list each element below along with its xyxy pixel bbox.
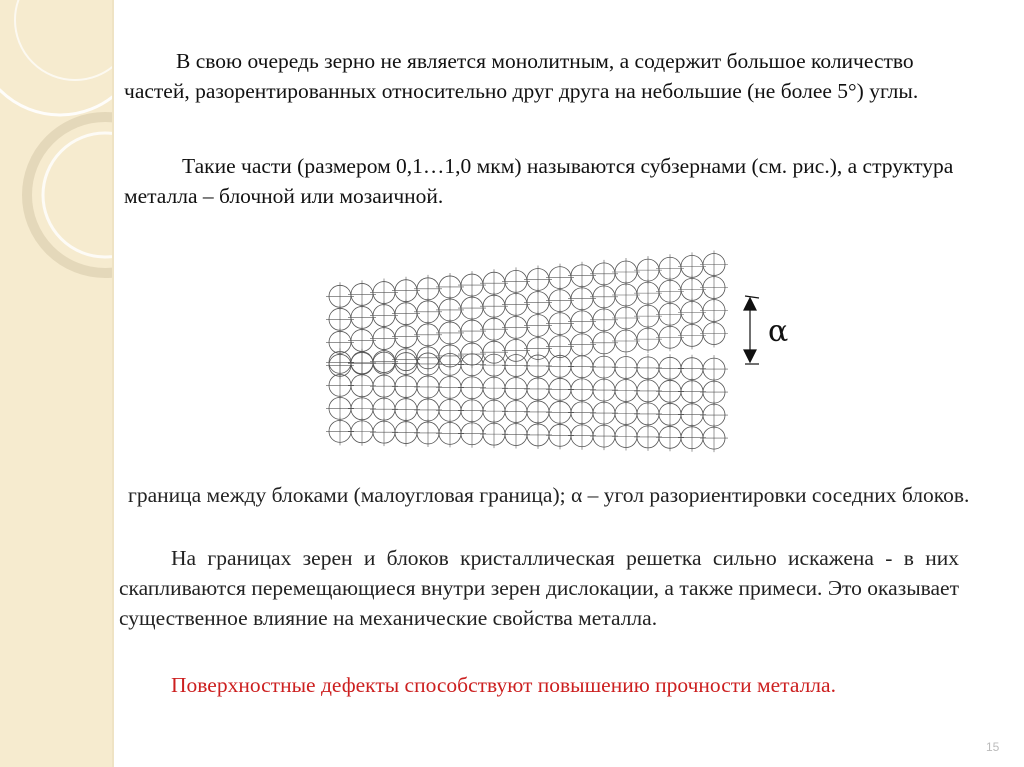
band-divider	[112, 0, 114, 767]
lattice-atom	[524, 421, 552, 449]
angle-arrow	[744, 296, 759, 364]
lattice-atom	[678, 321, 706, 349]
decorative-rings-icon	[0, 0, 112, 767]
lattice-atom	[370, 418, 398, 446]
lattice-atom	[590, 422, 618, 450]
lattice-atom	[678, 424, 706, 452]
lattice-atom	[700, 424, 728, 452]
lattice-atom	[326, 417, 354, 445]
paragraph-boundaries: На границах зерен и блоков кристаллическая решетка сильно искажена - в них скапливаются перемещающиеся внутри зерен дислокации, а также примеси. Это оказывает существенное влияние на механические свойства металла.	[119, 546, 959, 630]
slide-number: 15	[986, 740, 1000, 754]
lattice-atom	[502, 421, 530, 449]
lattice-atom	[700, 320, 728, 348]
lattice-atom	[414, 419, 442, 447]
figure-caption: граница между блоками (малоугловая граница); α – угол разориентировки соседних блоков.	[128, 483, 970, 507]
lower-lattice-block	[326, 348, 728, 452]
alpha-label: α	[768, 314, 789, 349]
lattice-atom	[656, 323, 684, 351]
lattice-atom	[656, 423, 684, 451]
lattice-atom	[480, 420, 508, 448]
paragraph-text: Такие части (размером 0,1…1,0 мкм) называются субзернами (см. рис.), а структура металла – блочной или мозаичной.	[124, 154, 954, 208]
lattice-atom	[546, 421, 574, 449]
lattice-atom	[568, 422, 596, 450]
decorative-side-band	[0, 0, 112, 767]
lattice-atom	[634, 325, 662, 353]
lattice-atom	[458, 420, 486, 448]
paragraph-text: В свою очередь зерно не является монолитным, а содержит большое количество частей, разорентированных относительно друг друга на небольшие (не более 5°) углы.	[124, 49, 919, 103]
paragraph-subgrains	[124, 151, 994, 211]
lattice-atom	[590, 329, 618, 357]
upper-lattice-block	[326, 251, 728, 380]
lattice-atom	[348, 418, 376, 446]
paragraph-grain-structure	[124, 46, 984, 106]
lattice-atom	[634, 423, 662, 451]
lattice-atom	[392, 419, 420, 447]
subgrain-lattice-diagram	[320, 226, 760, 464]
paragraph-surface-defects: Поверхностные дефекты способствуют повышению прочности металла.	[171, 673, 836, 697]
lattice-atom	[436, 419, 464, 447]
lattice-atom	[612, 423, 640, 451]
lattice-atom	[612, 327, 640, 355]
